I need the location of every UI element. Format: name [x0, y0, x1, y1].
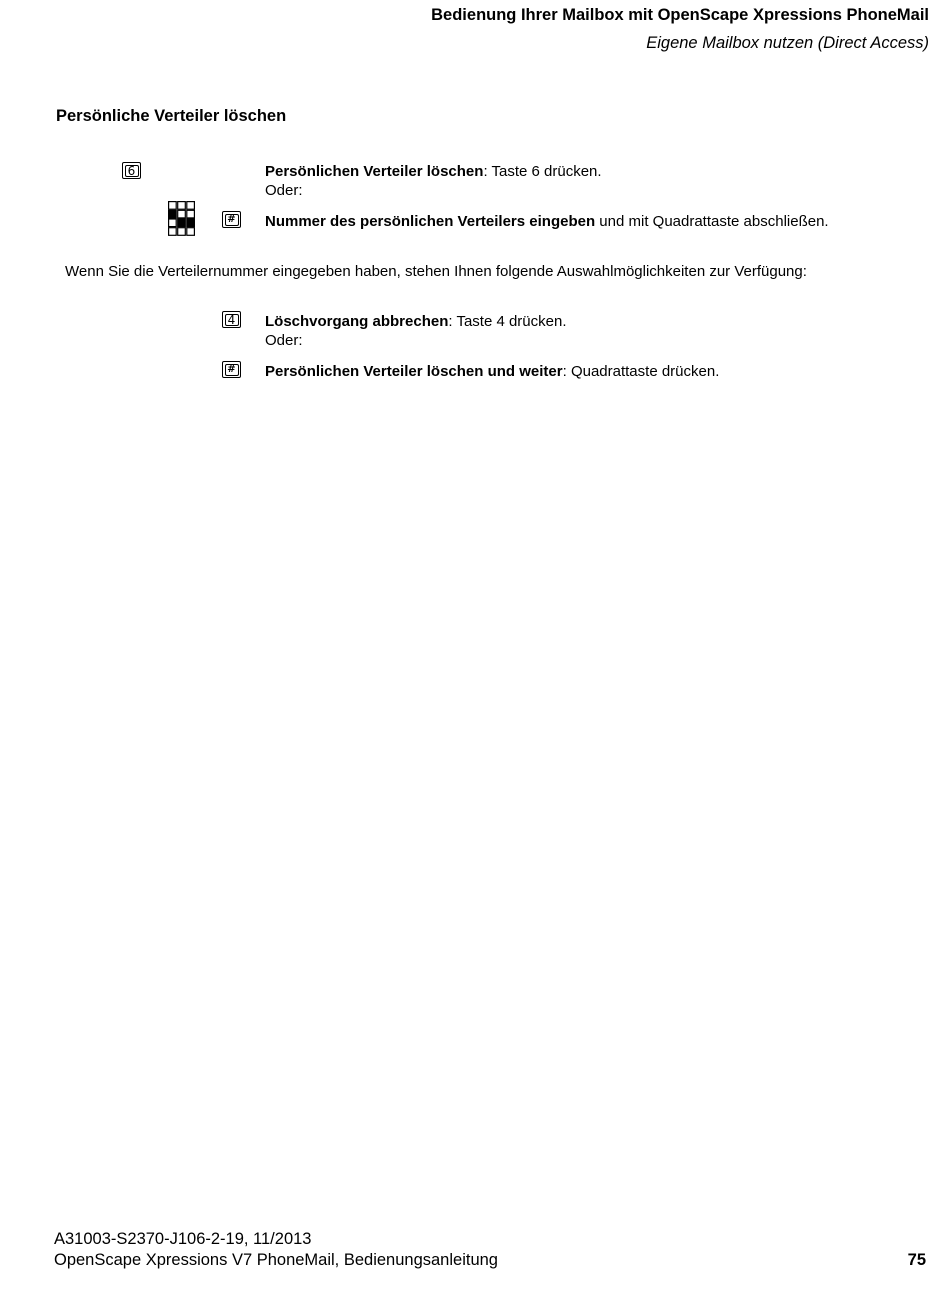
step-enter-list-number: [265, 212, 829, 231]
key-6-icon: [122, 162, 141, 179]
step-cancel-deletion: [265, 312, 567, 331]
running-header-title: Bedienung Ihrer Mailbox mit OpenScape Xpressions PhoneMail: [431, 6, 929, 24]
step-delete-and-continue-text: : Quadrattaste drücken.: [562, 363, 720, 380]
footer-doc-number: A31003-S2370-J106-2-19, 11/2013: [54, 1230, 312, 1248]
step-cancel-deletion-text: : Taste 4 drücken.: [448, 313, 567, 330]
running-header-subtitle: Eigene Mailbox nutzen (Direct Access): [646, 34, 929, 52]
footer-doc-title: OpenScape Xpressions V7 PhoneMail, Bedienungsanleitung: [54, 1251, 498, 1269]
or-label-2: Oder:: [265, 332, 303, 349]
step-delete-and-continue-bold: Persönlichen Verteiler löschen und weiter: [265, 363, 563, 380]
key-4-label: 4: [227, 312, 236, 327]
page-number: 75: [907, 1251, 926, 1269]
key-4-icon: [222, 311, 241, 328]
hash-key-icon: [222, 211, 241, 228]
or-label-1: Oder:: [265, 182, 303, 199]
step-delete-distribution-list-bold: Persönlichen Verteiler löschen: [265, 163, 484, 180]
section-title: Persönliche Verteiler löschen: [56, 107, 287, 125]
hash-key-label-2: #: [227, 363, 236, 375]
step-cancel-deletion-bold: Löschvorgang abbrechen: [265, 313, 449, 330]
step-enter-list-number-bold: Nummer des persönlichen Verteilers eingeben: [265, 213, 596, 230]
step-delete-distribution-list-text: : Taste 6 drücken.: [483, 163, 602, 180]
hash-key-icon-2: [222, 361, 241, 378]
hash-key-label: #: [227, 213, 236, 225]
step-delete-distribution-list: [265, 162, 602, 181]
step-delete-and-continue: [265, 362, 719, 381]
key-6-label: 6: [127, 163, 136, 178]
step-enter-list-number-text: und mit Quadrattaste abschließen.: [595, 213, 829, 230]
options-intro: Wenn Sie die Verteilernummer eingegeben haben, stehen Ihnen folgende Auswahlmöglichkeiten zur Verfügung:: [65, 263, 807, 280]
dial-keypad-icon: [168, 201, 195, 236]
